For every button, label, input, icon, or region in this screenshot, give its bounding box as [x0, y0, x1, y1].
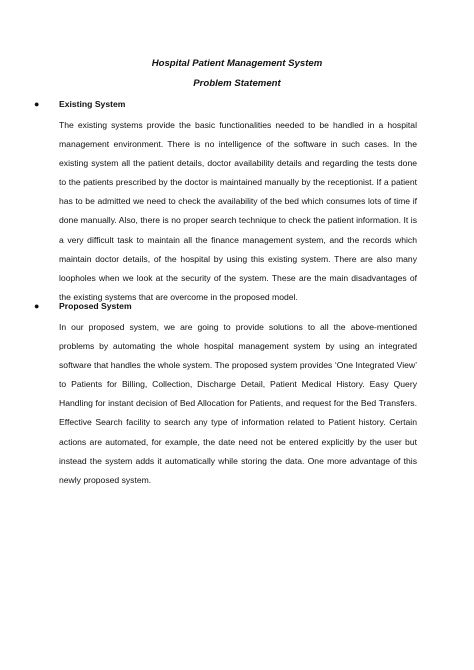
document-subtitle: Problem Statement	[193, 78, 281, 89]
section-body-existing-system: The existing systems provide the basic functionalities needed to be handled in a hospital management environment. There is no intelligence of the software in such cases. In the existing system all the patient details, doctor availability details and regarding the tests done to the patients prescribed by the doctor is maintained manually by the receptionist. If a patient has to be admitted we need to check the availability of the bed which consumes lots of time if done manually. Also, there is no proper search technique to check the patient information. It is a very difficult task to maintain all the finance management system, and the records which maintain doctor details, of the hospital by using this existing system. There are also many loopholes when we look at the security of the system. These are the main disadvantages of the existing systems that are overcome in the proposed model.	[59, 120, 417, 302]
document-title: Hospital Patient Management System	[151, 58, 323, 69]
section-heading-proposed-system: Proposed System	[59, 301, 132, 311]
bullet-icon: ●	[34, 99, 40, 109]
section-heading-existing-system: Existing System	[59, 99, 126, 109]
bullet-icon: ●	[34, 301, 40, 311]
section-body-proposed-system: In our proposed system, we are going to provide solutions to all the above-mentioned problems by automating the whole hospital management system by using an integrated software that handles the whole system. The proposed system provides ‘One Integrated View’ to Patients for Billing, Collection, Discharge Detail, Patient Medical History. Easy Query Handling for instant decision of Bed Allocation for Patients, and request for the Bed Transfers. Effective Search facility to search any type of information related to Patient history. Certain actions are automated, for example, the date need not be entered explicitly by the user but instead the system adds it automatically while storing the data. One more advantage of this newly proposed system.	[59, 322, 417, 485]
title-block	[0, 57, 474, 90]
